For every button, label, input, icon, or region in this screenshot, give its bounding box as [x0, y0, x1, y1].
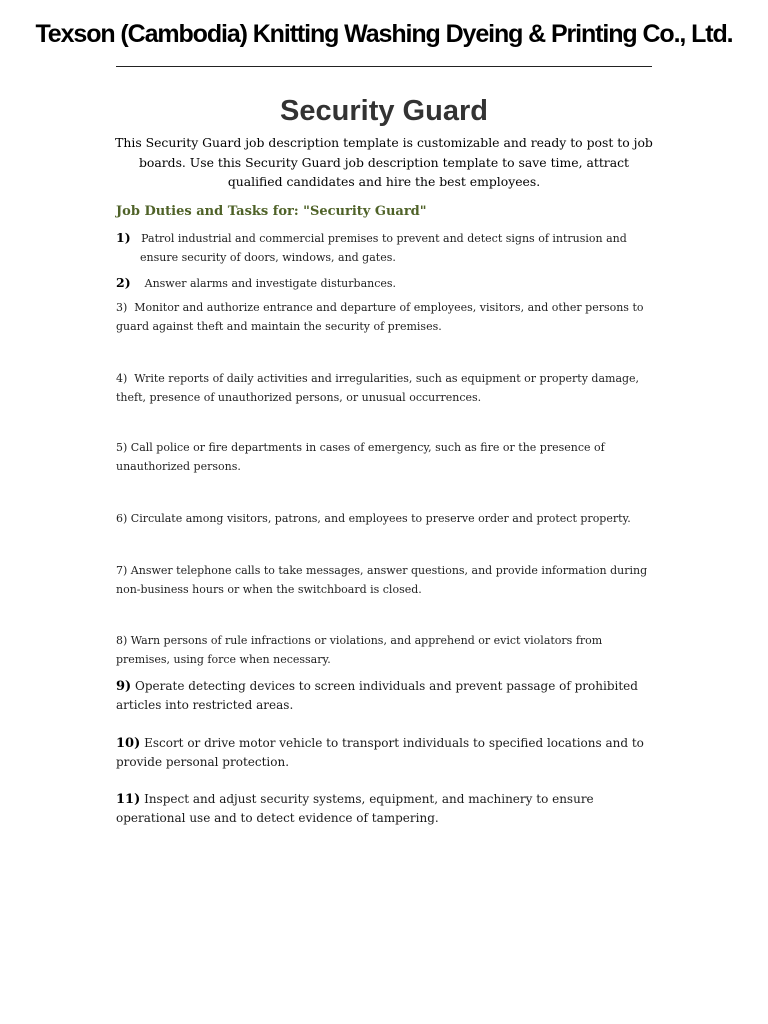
duty-text: Circulate among visitors, patrons, and employees to preserve order and protect property. — [130, 512, 631, 525]
duty-number: 5) — [116, 441, 128, 454]
duty-number: 4) — [116, 372, 128, 385]
page-title: Security Guard — [280, 95, 488, 127]
duty-item — [116, 439, 656, 476]
duty-text: Write reports of daily activities and irregularities, such as equipment or property damage, theft, presence of unauthorized persons, or unusual occurrences. — [116, 372, 640, 404]
duty-text: Patrol industrial and commercial premises to prevent and detect signs of intrusion and ensure security of doors, windows, and gates. — [140, 232, 627, 264]
header-divider — [116, 66, 652, 67]
duty-text: Answer telephone calls to take messages, answer questions, and provide information during non-business hours or when the switchboard is closed. — [116, 564, 648, 596]
duty-number: 2) — [116, 275, 131, 290]
duty-number: 10) — [116, 736, 141, 751]
duty-item — [116, 274, 660, 294]
duty-text: Call police or fire departments in cases of emergency, such as fire or the presence of unauthorized persons. — [116, 441, 605, 473]
duty-item — [116, 370, 656, 407]
section-heading: Job Duties and Tasks for: "Security Guard" — [116, 204, 427, 219]
intro-paragraph: This Security Guard job description template is customizable and ready to post to job boards. Use this Security Guard job description template to save time, attract qualified candidates and hire the best employees. — [115, 135, 653, 189]
duty-number: 3) — [116, 301, 128, 314]
duty-item — [116, 734, 656, 772]
duty-item — [116, 299, 656, 336]
duty-number: 8) — [116, 634, 128, 647]
duty-text: Inspect and adjust security systems, equipment, and machinery to ensure operational use and to detect evidence of tampering. — [116, 792, 594, 825]
duty-item — [116, 677, 656, 715]
duty-item — [116, 790, 656, 828]
duty-number: 9) — [116, 679, 132, 694]
duty-text: Escort or drive motor vehicle to transport individuals to specified locations and to provide personal protection. — [116, 736, 644, 769]
company-name: Texson (Cambodia) Knitting Washing Dyeing & Printing Co., Ltd. — [35, 20, 733, 48]
duty-item — [116, 229, 660, 267]
duty-item — [116, 510, 656, 529]
duty-text: Operate detecting devices to screen individuals and prevent passage of prohibited articles into restricted areas. — [116, 679, 638, 712]
duty-number: 7) — [116, 564, 128, 577]
duty-text: Warn persons of rule infractions or violations, and apprehend or evict violators from premises, using force when necessary. — [116, 634, 603, 666]
duty-item — [116, 632, 656, 669]
duty-number: 1) — [116, 230, 131, 245]
duty-number: 6) — [116, 512, 128, 525]
duty-text: Monitor and authorize entrance and departure of employees, visitors, and other persons to guard against theft and maintain the security of premises. — [116, 301, 644, 333]
duty-text: Answer alarms and investigate disturbances. — [144, 277, 397, 290]
duty-number: 11) — [116, 792, 141, 807]
duty-item — [116, 562, 656, 599]
